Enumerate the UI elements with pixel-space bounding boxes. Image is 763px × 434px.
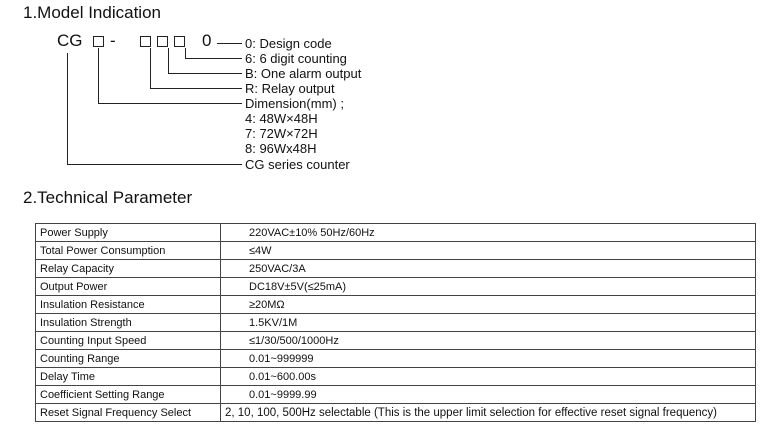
param-value: 1.5KV/1M (221, 314, 756, 332)
param-name: Total Power Consumption (36, 242, 221, 260)
section-title-model-indication: 1.Model Indication (23, 3, 161, 22)
table-row (36, 224, 756, 242)
param-value: 0.01~999999 (221, 350, 756, 368)
legend-design-code: 0: Design code (245, 36, 332, 51)
param-name: Counting Range (36, 350, 221, 368)
leader-line-digits (186, 48, 243, 59)
leader-lines (0, 0, 763, 185)
model-code-diagram (0, 0, 763, 185)
legend-alarm-output: B: One alarm output (245, 66, 362, 81)
param-name: Insulation Resistance (36, 296, 221, 314)
leader-line-alarm (169, 48, 243, 74)
param-value: 250VAC/3A (221, 260, 756, 278)
param-value: ≤1/30/500/1000Hz (221, 332, 756, 350)
param-name: Relay Capacity (36, 260, 221, 278)
param-name: Reset Signal Frequency Select (36, 404, 221, 422)
model-code-design-digit: 0 (202, 31, 212, 50)
param-value: 220VAC±10% 50Hz/60Hz (221, 224, 756, 242)
table-row (36, 296, 756, 314)
param-value: 0.01~600.00s (221, 368, 756, 386)
leader-line-series (68, 53, 243, 165)
legend-dimension-8: 8: 96Wx48H (245, 141, 317, 156)
legend-dimension-4: 4: 48W×48H (245, 111, 318, 126)
param-name: Output Power (36, 278, 221, 296)
param-name: Insulation Strength (36, 314, 221, 332)
param-value: DC18V±5V(≤25mA) (221, 278, 756, 296)
legend-relay-output: R: Relay output (245, 81, 335, 96)
param-value: ≤4W (221, 242, 756, 260)
table-row (36, 350, 756, 368)
table-row (36, 242, 756, 260)
table-row (36, 314, 756, 332)
table-row (36, 386, 756, 404)
table-row (36, 368, 756, 386)
legend-dimension: Dimension(mm) ; (245, 96, 344, 111)
technical-parameter-table (35, 223, 756, 422)
section-title-technical-parameter: 2.Technical Parameter (23, 188, 193, 207)
table-row (36, 260, 756, 278)
table-row (36, 404, 756, 422)
param-name: Coefficient Setting Range (36, 386, 221, 404)
model-code-prefix: CG (57, 31, 83, 50)
param-value: ≥20MΩ (221, 296, 756, 314)
table-row (36, 332, 756, 350)
model-code-dash: - (110, 31, 116, 50)
param-name: Power Supply (36, 224, 221, 242)
param-name: Counting Input Speed (36, 332, 221, 350)
param-value: 0.01~9999.99 (221, 386, 756, 404)
leader-line-dimension (99, 48, 243, 104)
param-name: Delay Time (36, 368, 221, 386)
leader-line-relay (151, 48, 243, 89)
legend-dimension-7: 7: 72W×72H (245, 126, 318, 141)
legend-digit-counting: 6: 6 digit counting (245, 51, 347, 66)
param-value: 2, 10, 100, 500Hz selectable (This is the upper limit selection for effective reset signal frequency) (221, 404, 756, 422)
table-row (36, 278, 756, 296)
legend-series: CG series counter (245, 157, 350, 172)
